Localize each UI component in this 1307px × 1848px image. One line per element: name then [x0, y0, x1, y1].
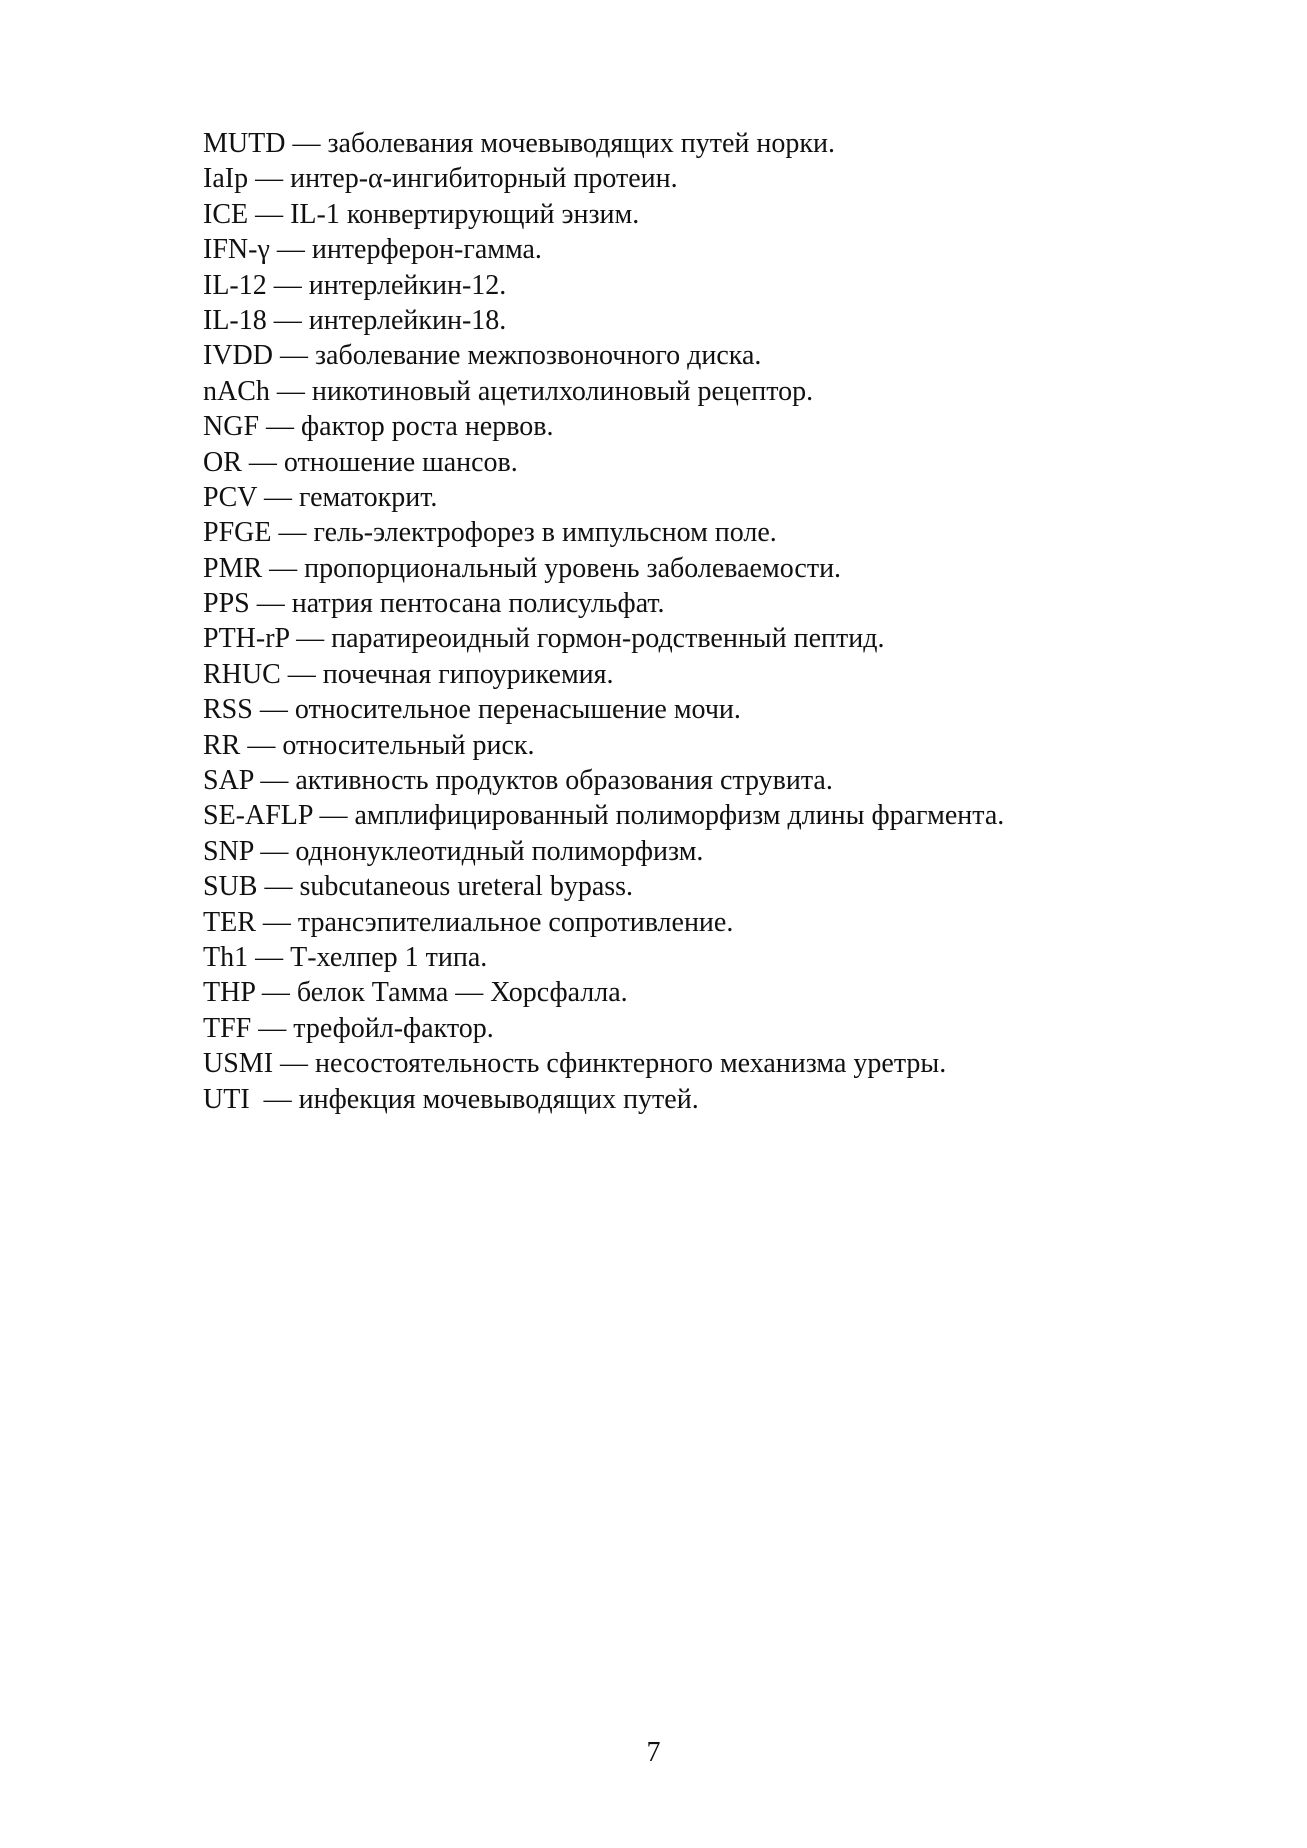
- abbreviation-term: PCV: [203, 481, 257, 513]
- abbreviation-term: NGF: [203, 411, 260, 443]
- abbreviation-definition: почечная гипоурикемия.: [322, 658, 614, 690]
- abbreviation-item: [203, 1011, 1203, 1046]
- abbreviation-item: [203, 445, 1203, 480]
- dash-separator: —: [251, 1012, 294, 1044]
- abbreviation-item: [203, 834, 1203, 869]
- abbreviation-term: SAP: [203, 765, 254, 797]
- dash-separator: —: [273, 1048, 316, 1080]
- abbreviation-definition: фактор роста нервов.: [301, 411, 554, 443]
- dash-separator: —: [252, 694, 295, 726]
- dash-separator: —: [255, 906, 298, 938]
- abbreviation-term: PTH-rP: [203, 623, 290, 655]
- abbreviation-item: [203, 303, 1203, 338]
- abbreviation-item: [203, 374, 1203, 409]
- abbreviation-term: OR: [203, 446, 242, 478]
- abbreviation-definition: заболевание межпозвоночного диска.: [315, 340, 762, 372]
- page-number: 7: [646, 1737, 661, 1768]
- abbreviation-definition: пропорциональный уровень заболеваемости.: [304, 552, 842, 584]
- dash-separator: —: [253, 835, 296, 867]
- dash-separator: —: [312, 800, 355, 832]
- dash-separator: —: [248, 163, 291, 195]
- dash-separator: —: [262, 552, 305, 584]
- dash-separator: —: [248, 941, 291, 973]
- dash-separator: —: [259, 411, 302, 443]
- abbreviation-item: [203, 586, 1203, 621]
- abbreviation-term: RR: [203, 729, 241, 761]
- abbreviation-item: [203, 798, 1203, 833]
- abbreviation-definition: интер-α-ингибиторный протеин.: [290, 163, 678, 195]
- abbreviation-term: PFGE: [203, 517, 272, 549]
- abbreviation-term: RSS: [203, 694, 253, 726]
- abbreviation-definition: гель-электрофорез в импульсном поле.: [313, 517, 777, 549]
- abbreviation-term: RHUC: [203, 658, 281, 690]
- abbreviation-definition: трансэпителиальное сопротивление.: [297, 906, 734, 938]
- dash-separator: —: [266, 304, 309, 336]
- abbreviation-item: [203, 869, 1203, 904]
- abbreviation-definition: однонуклеотидный полиморфизм.: [295, 835, 704, 867]
- abbreviation-term: UTI: [203, 1083, 257, 1115]
- abbreviation-term: SUB: [203, 871, 258, 903]
- dash-separator: —: [257, 871, 300, 903]
- dash-separator: —: [273, 340, 315, 372]
- dash-separator: —: [269, 234, 312, 266]
- dash-separator: —: [271, 517, 314, 549]
- abbreviation-definition: активность продуктов образования струвита.: [295, 765, 833, 797]
- abbreviation-item: [203, 728, 1203, 763]
- abbreviation-item: [203, 515, 1203, 550]
- dash-separator: —: [256, 481, 299, 513]
- abbreviation-definition: натрия пентосана полисульфат.: [291, 588, 665, 620]
- abbreviation-definition: subcutaneous ureteral bypass.: [299, 871, 634, 903]
- abbreviation-term: THP: [203, 977, 255, 1009]
- dash-separator: —: [256, 1083, 299, 1115]
- abbreviation-term: TER: [203, 906, 256, 938]
- abbreviation-definition: белок Тамма — Хорсфалла.: [296, 977, 628, 1009]
- abbreviation-definition: IL-1 конвертирующий энзим.: [290, 198, 640, 230]
- abbreviation-term: nACh: [203, 375, 270, 407]
- abbreviation-item: [203, 268, 1203, 303]
- abbreviation-item: [203, 161, 1203, 196]
- abbreviation-item: [203, 657, 1203, 692]
- dash-separator: —: [266, 269, 309, 301]
- abbreviation-item: [203, 551, 1203, 586]
- abbreviation-definition: инфекция мочевыводящих путей.: [298, 1083, 699, 1115]
- abbreviation-definition: отношение шансов.: [283, 446, 518, 478]
- abbreviation-term: USMI: [203, 1048, 274, 1080]
- abbreviation-definition: относительное перенасышение мочи.: [294, 694, 741, 726]
- dash-separator: —: [248, 198, 291, 230]
- abbreviation-term: MUTD: [203, 128, 286, 159]
- abbreviation-term: Th1: [203, 941, 249, 973]
- abbreviation-term: ICE: [203, 198, 249, 230]
- abbreviation-item: [203, 232, 1203, 267]
- abbreviation-definition: интерлейкин-18.: [308, 304, 507, 336]
- abbreviation-item: [203, 197, 1203, 232]
- abbreviation-item: [203, 621, 1203, 656]
- abbreviation-definition: заболевания мочевыводящих путей норки.: [327, 128, 835, 159]
- abbreviation-item: [203, 338, 1203, 373]
- abbreviation-definition: несостоятельность сфинктерного механизма уретры.: [315, 1048, 947, 1080]
- abbreviation-item: [203, 1046, 1203, 1081]
- abbreviation-term: IFN-γ: [203, 234, 270, 266]
- abbreviation-item: [203, 409, 1203, 444]
- abbreviation-item: [203, 975, 1203, 1010]
- abbreviation-definition: интерферон-гамма.: [311, 234, 542, 266]
- abbreviation-term: TFF: [203, 1012, 252, 1044]
- abbreviation-term: SNP: [203, 835, 254, 867]
- abbreviation-definition: относительный риск.: [282, 729, 535, 761]
- dash-separator: —: [289, 623, 332, 655]
- abbreviation-item: [203, 1082, 1203, 1117]
- abbreviation-term: PMR: [203, 552, 263, 584]
- abbreviation-term: IaIp: [203, 163, 249, 195]
- dash-separator: —: [280, 658, 323, 690]
- abbreviation-definition: интерлейкин-12.: [308, 269, 507, 301]
- abbreviation-term: IL-18: [203, 304, 267, 336]
- abbreviation-definition: никотиновый ацетилхолиновый рецептор.: [311, 375, 814, 407]
- dash-separator: —: [253, 765, 296, 797]
- abbreviation-definition: трефойл-фактор.: [293, 1012, 494, 1044]
- abbreviation-term: IVDD: [203, 340, 273, 372]
- abbreviation-item: [203, 126, 1203, 161]
- abbreviation-list: [203, 126, 1203, 1117]
- dash-separator: —: [249, 588, 292, 620]
- abbreviation-definition: паратиреоидный гормон-родственный пептид.: [331, 623, 885, 655]
- dash-separator: —: [285, 128, 328, 159]
- abbreviation-item: [203, 940, 1203, 975]
- abbreviation-item: [203, 905, 1203, 940]
- abbreviation-definition: амплифицированный полиморфизм длины фрагмента.: [354, 800, 1005, 832]
- abbreviation-item: [203, 692, 1203, 727]
- abbreviation-item: [203, 763, 1203, 798]
- abbreviation-definition: Т-хелпер 1 типа.: [290, 941, 488, 973]
- dash-separator: —: [240, 729, 283, 761]
- dash-separator: —: [254, 977, 297, 1009]
- abbreviation-definition: гематокрит.: [298, 481, 438, 513]
- dash-separator: —: [269, 375, 312, 407]
- abbreviation-term: SE-AFLP: [203, 800, 313, 832]
- abbreviation-item: [203, 480, 1203, 515]
- abbreviation-term: IL-12: [203, 269, 267, 301]
- dash-separator: —: [241, 446, 284, 478]
- abbreviation-term: PPS: [203, 588, 250, 620]
